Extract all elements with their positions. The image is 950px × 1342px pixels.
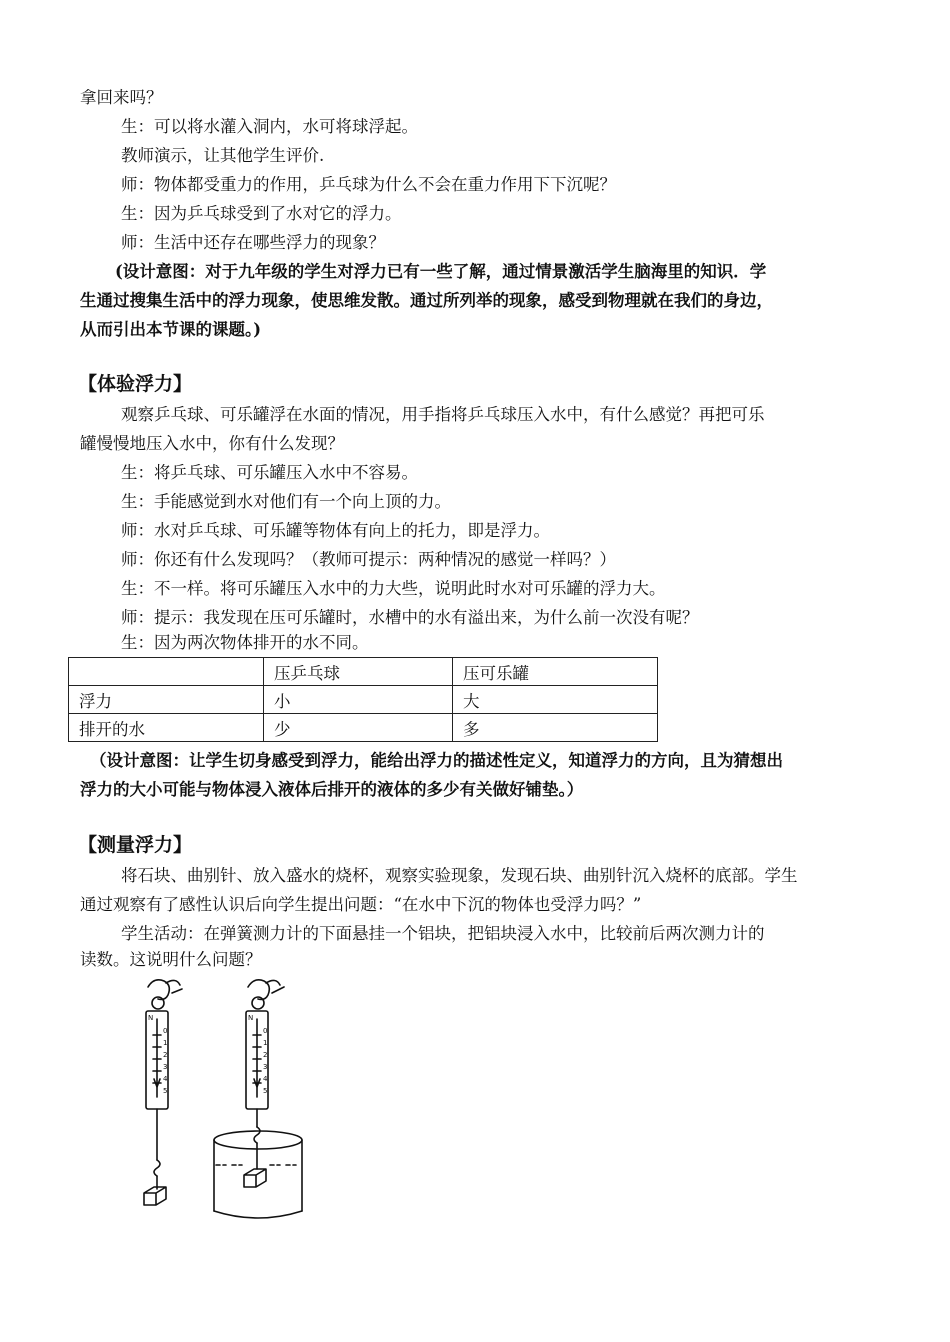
dialogue-line: 师：生活中还存在哪些浮力的现象？: [121, 233, 385, 252]
design-intent-line: (设计意图：对于九年级的学生对浮力已有一些了解，通过情景激活学生脑海里的知识．学: [115, 262, 767, 281]
table-cell: 大: [453, 686, 658, 714]
text-line: 教师演示，让其他学生评价.: [121, 146, 325, 165]
scale-number: 1: [263, 1039, 268, 1047]
design-intent-line: 从而引出本节课的课题。): [80, 320, 262, 339]
scale-number: 3: [163, 1063, 168, 1071]
paragraph-line: 罐慢慢地压入水中，你有什么发现？: [80, 434, 344, 453]
scale-number: 3: [263, 1063, 268, 1071]
comparison-table: [68, 657, 658, 742]
table-row: [69, 686, 658, 714]
scale-unit-label: N: [248, 1014, 254, 1022]
dialogue-line: 师：物体都受重力的作用，乒乓球为什么不会在重力作用下下沉呢？: [121, 175, 616, 194]
dialogue-line: 生：手能感觉到水对他们有一个向上顶的力。: [121, 492, 451, 511]
paragraph-line: 通过观察有了感性认识后向学生提出问题：“在水中下沉的物体也受浮力吗？”: [80, 895, 642, 914]
paragraph-line: 学生活动：在弹簧测力计的下面悬挂一个铝块，把铝块浸入水中，比较前后两次测力计的: [121, 924, 765, 943]
paragraph-line: 观察乒乓球、可乐罐浮在水面的情况，用手指将乒乓球压入水中，有什么感觉？再把可乐: [121, 405, 765, 424]
aluminum-block-in-water: [244, 1169, 266, 1187]
table-cell: [69, 658, 264, 686]
table-cell: 压乒乓球: [264, 658, 453, 686]
design-intent-line: 生通过搜集生活中的浮力现象，使思维发散。通过所列举的现象，感受到物理就在我们的身边，: [80, 291, 773, 310]
scale-number: 0: [163, 1027, 168, 1035]
paragraph-line: 将石块、曲别针、放入盛水的烧杯，观察实验现象，发现石块、曲别针沉入烧杯的底部。学生: [121, 866, 798, 885]
dialogue-line: 生：不一样。将可乐罐压入水中的力大些，说明此时水对可乐罐的浮力大。: [121, 579, 666, 598]
text-line: 拿回来吗？: [80, 88, 163, 107]
section-heading: 【测量浮力】: [78, 834, 193, 856]
spring-scale-in-air: [146, 980, 182, 1189]
scale-number: 5: [163, 1087, 168, 1095]
spring-scale-illustration: [120, 975, 320, 1225]
table-cell: 压可乐罐: [453, 658, 658, 686]
aluminum-block-in-air: [144, 1187, 166, 1205]
dialogue-line: 生：因为乒乓球受到了水对它的浮力。: [121, 204, 402, 223]
table-cell: 小: [264, 686, 453, 714]
scale-number: 0: [263, 1027, 268, 1035]
dialogue-line: 师：水对乒乓球、可乐罐等物体有向上的托力，即是浮力。: [121, 521, 550, 540]
table-cell: 多: [453, 714, 658, 742]
dialogue-line: 生：因为两次物体排开的水不同。: [121, 633, 369, 652]
scale-number: 2: [163, 1051, 168, 1059]
scale-labels: [148, 1014, 268, 1095]
scale-number: 4: [163, 1075, 168, 1083]
scale-number: 5: [263, 1087, 268, 1095]
table-cell: 排开的水: [69, 714, 264, 742]
scale-number: 1: [163, 1039, 168, 1047]
scale-number: 2: [263, 1051, 268, 1059]
design-intent-line: 浮力的大小可能与物体浸入液体后排开的液体的多少有关做好铺垫。）: [80, 780, 584, 799]
dialogue-line: 师：提示：我发现在压可乐罐时，水槽中的水有溢出来，为什么前一次没有呢？: [121, 608, 699, 627]
scale-number: 4: [263, 1075, 268, 1083]
dialogue-line: 生：可以将水灌入洞内，水可将球浮起。: [121, 117, 418, 136]
table-cell: 少: [264, 714, 453, 742]
scale-unit-label: N: [148, 1014, 154, 1022]
paragraph-line: 读数。这说明什么问题？: [80, 950, 262, 969]
dialogue-line: 师：你还有什么发现吗？（教师可提示：两种情况的感觉一样吗？）: [121, 550, 616, 569]
dialogue-line: 生：将乒乓球、可乐罐压入水中不容易。: [121, 463, 418, 482]
table-header-row: [69, 658, 658, 686]
design-intent-line: （设计意图：让学生切身感受到浮力，能给出浮力的描述性定义，知道浮力的方向，且为猜想出: [90, 751, 783, 770]
table-cell: 浮力: [69, 686, 264, 714]
table-row: [69, 714, 658, 742]
section-heading: 【体验浮力】: [78, 373, 193, 395]
